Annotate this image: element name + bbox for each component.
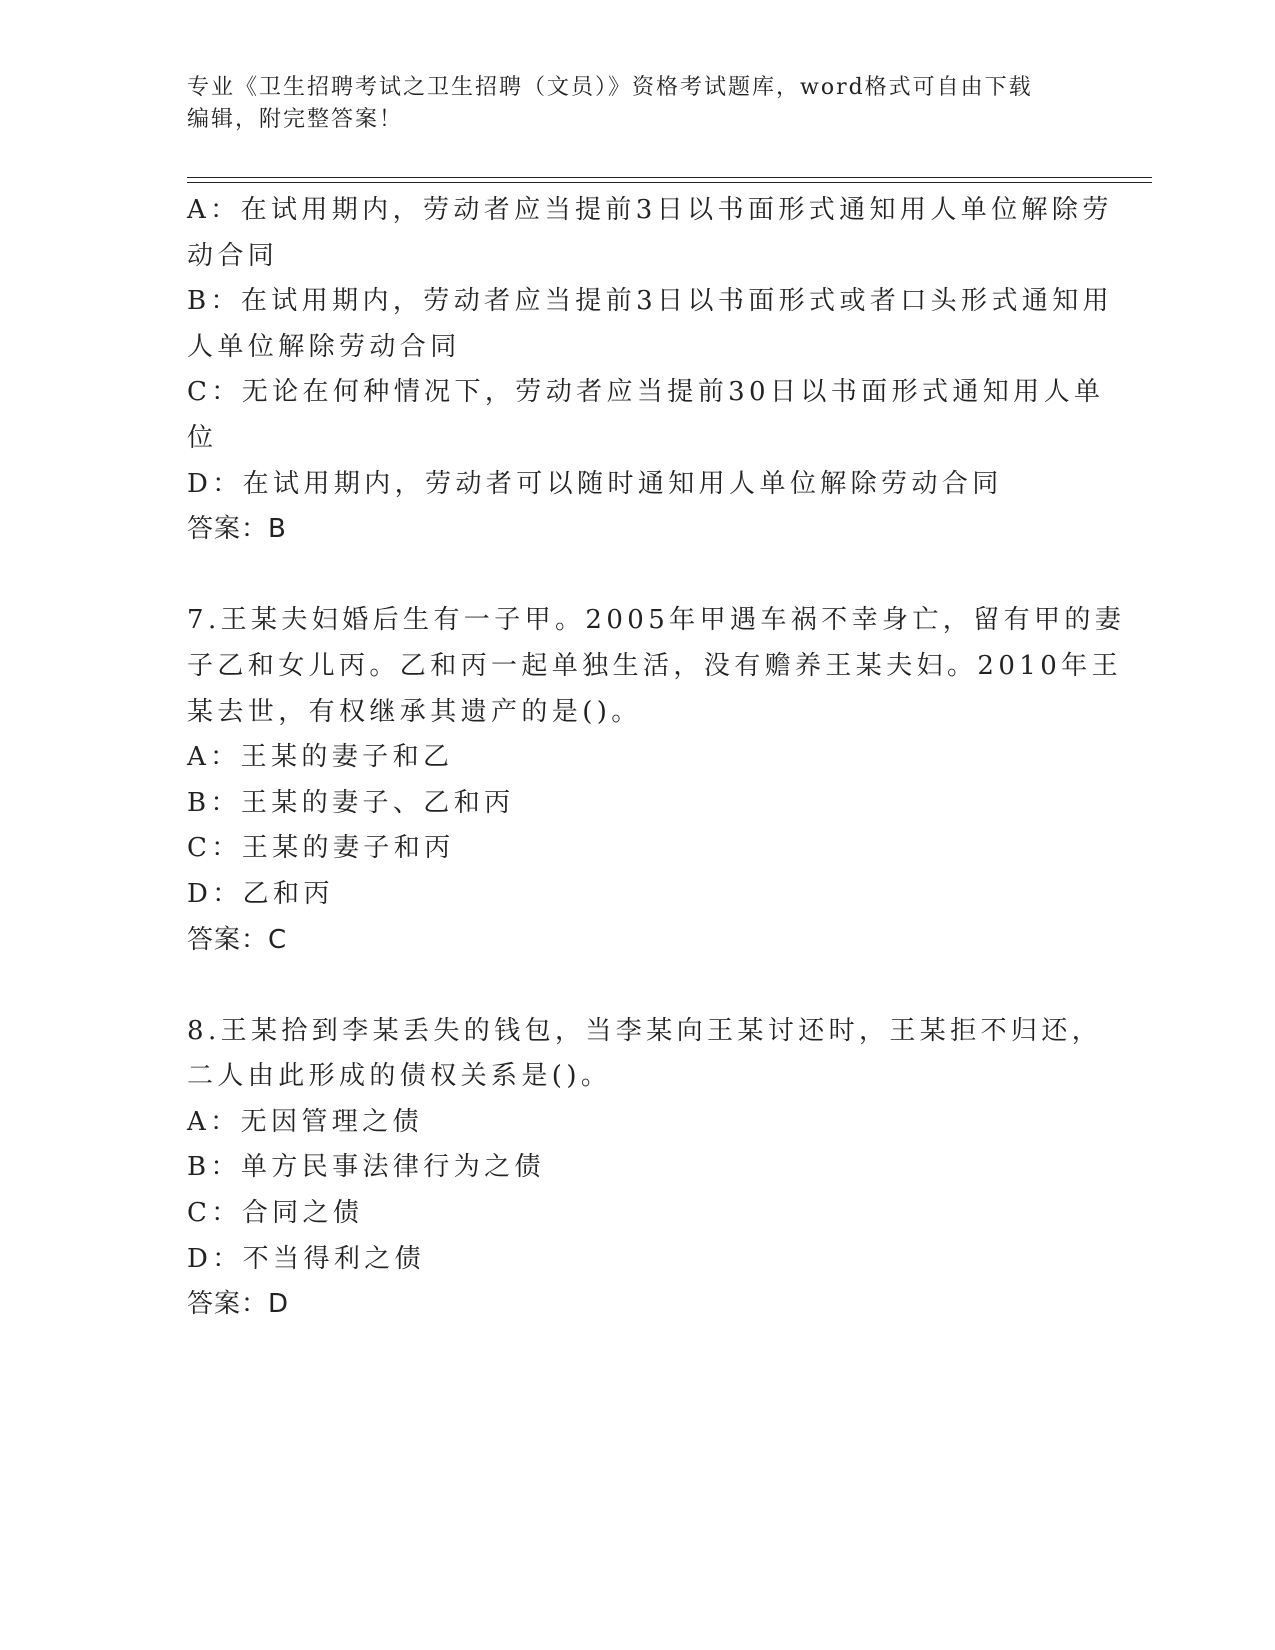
question-8-answer: 答案：D (187, 1289, 290, 1320)
spacer (187, 553, 1067, 599)
prev-question-answer: 答案：B (187, 514, 287, 545)
option-c (187, 370, 1105, 461)
option-c-line-1: C：无论在何种情况下，劳动者应当提前30日以书面形式通知用人单 (187, 377, 1105, 408)
option-a-line-1: A：在试用期内，劳动者应当提前3日以书面形式通知用人单位解除劳 (187, 195, 1113, 225)
question-7-option-a: A：王某的妻子和乙 (187, 742, 454, 773)
question-7 (187, 598, 1126, 963)
question-8-stem-line-1: 8.王某拾到李某丢失的钱包，当李某向王某讨还时，王某拒不归还， (187, 1015, 1103, 1046)
prev-question-options (187, 188, 1114, 507)
question-7-option-c: C：王某的妻子和丙 (187, 833, 455, 864)
option-b (187, 279, 1114, 370)
question-7-stem-line-2: 子乙和女儿丙。乙和丙一起单独生活，没有赡养王某夫妇。2010年王 (187, 650, 1122, 681)
question-7-answer: 答案：C (187, 924, 288, 955)
question-8-option-c: C：合同之债 (187, 1198, 364, 1229)
question-8-stem-line-2: 二人由此形成的债权关系是()。 (187, 1061, 612, 1092)
option-b-line-1: B：在试用期内，劳动者应当提前3日以书面形式或者口头形式通知用 (187, 286, 1114, 317)
document-header (187, 72, 1067, 136)
question-8 (187, 1009, 1103, 1328)
spacer (187, 963, 1067, 1009)
document-body (187, 188, 1126, 1328)
header-divider-bottom (187, 182, 1152, 183)
header-line-1: 专业《卫生招聘考试之卫生招聘（文员）》资格考试题库，word格式可自由下载 (187, 75, 1033, 100)
header-line-2: 编辑，附完整答案！ (187, 107, 404, 132)
question-7-stem-line-3: 某去世，有权继承其遗产的是()。 (187, 696, 642, 727)
header-divider-top (187, 177, 1152, 178)
option-a-line-2: 动合同 (187, 240, 279, 271)
question-7-option-d: D：乙和丙 (187, 878, 334, 909)
option-c-line-2: 位 (187, 422, 218, 453)
question-8-option-d: D：不当得利之债 (187, 1243, 426, 1274)
option-b-line-2: 人单位解除劳动合同 (187, 331, 461, 362)
question-8-option-b: B：单方民事法律行为之债 (187, 1152, 545, 1183)
option-d (187, 462, 1067, 508)
question-7-stem-line-1: 7.王某夫妇婚后生有一子甲。2005年甲遇车祸不幸身亡，留有甲的妻 (187, 605, 1126, 636)
option-a (187, 188, 1113, 279)
option-d-line-1: D：在试用期内，劳动者可以随时通知用人单位解除劳动合同 (187, 468, 1003, 499)
question-7-option-b: B：王某的妻子、乙和丙 (187, 787, 515, 818)
question-8-option-a: A：无因管理之债 (187, 1106, 423, 1137)
